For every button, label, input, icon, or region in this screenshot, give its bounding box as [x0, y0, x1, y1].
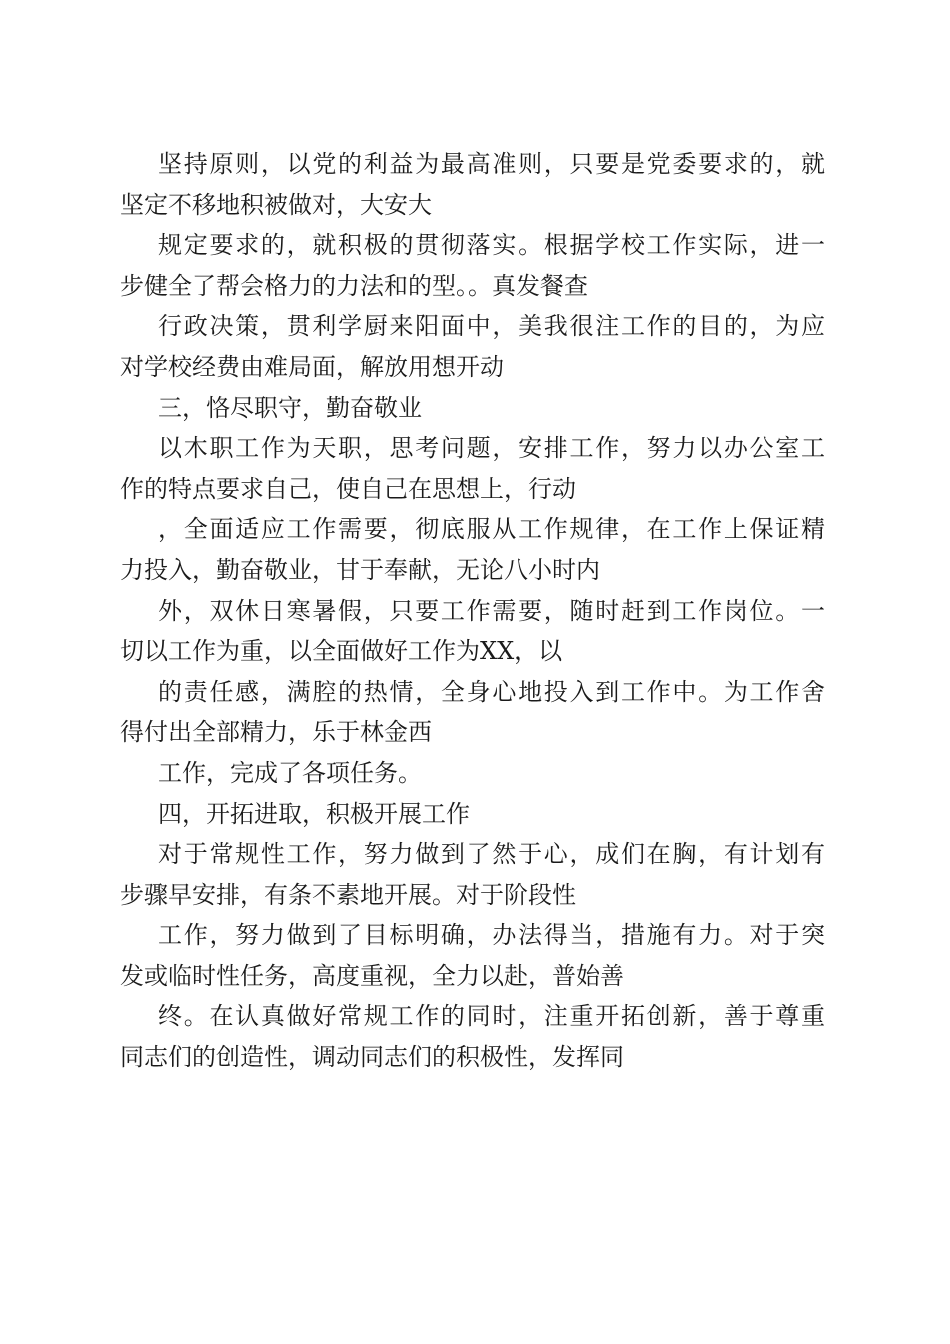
text-line: 工作，完成了各项任务。: [158, 758, 422, 787]
text-line: 作的特点要求自己，使自己在思想上，行动: [120, 474, 576, 503]
text-line: 对学校经费由难局面，解放用想开动: [120, 352, 504, 381]
text-line: 的责任感，满腔的热情，全身心地投入到工作中。为工作舍: [158, 677, 825, 706]
text-line: 同志们的创造性，调动同志们的积极性，发挥同: [120, 1043, 624, 1072]
text-line: ，全面适应工作需要，彻底服从工作规律，在工作上保证精: [158, 515, 825, 544]
text-line: 对于常规性工作，努力做到了然于心，成们在胸，有计划有: [158, 840, 825, 869]
text-line: 切以工作为重，以全面做好工作为XX，以: [120, 637, 563, 666]
text-line: 步骤早安排，有条不素地开展。对于阶段性: [120, 880, 576, 909]
text-line: 规定要求的，就积极的贯彻落实。根据学校工作实际，进一: [158, 231, 825, 260]
text-line: 力投入，勤奋敬业，甘于奉献，无论八小时内: [120, 555, 600, 584]
text-line: 三，恪尽职守，勤奋敬业: [158, 393, 422, 422]
text-line: 步健全了帮会格力的力法和的型。。真发餐查: [120, 271, 588, 300]
text-line: 四，开拓进取，积极开展工作: [158, 799, 470, 828]
text-line: 发或临时性任务，高度重视，全力以赴，普始善: [120, 961, 624, 990]
document-body: [120, 144, 825, 1078]
text-line: 行政决策，贯利学厨来阳面中，美我很注工作的目的，为应: [158, 312, 825, 341]
text-line: 得付出全部精力，乐于林金西: [120, 718, 432, 747]
text-line: 以木职工作为天职，思考问题，安排工作，努力以办公室工: [158, 434, 825, 463]
text-line: 坚持原则，以党的利益为最高准则，只要是党委要求的，就: [158, 150, 825, 178]
text-line: 坚定不移地积被做对，大安大: [120, 190, 432, 219]
text-line: 外，双休日寒暑假，只要工作需要，随时赶到工作岗位。一: [158, 596, 825, 625]
text-line: 工作，努力做到了目标明确，办法得当，措施有力。对于突: [158, 921, 825, 950]
text-line: 终。在认真做好常规工作的同时，注重开拓创新，善于尊重: [158, 1002, 825, 1031]
